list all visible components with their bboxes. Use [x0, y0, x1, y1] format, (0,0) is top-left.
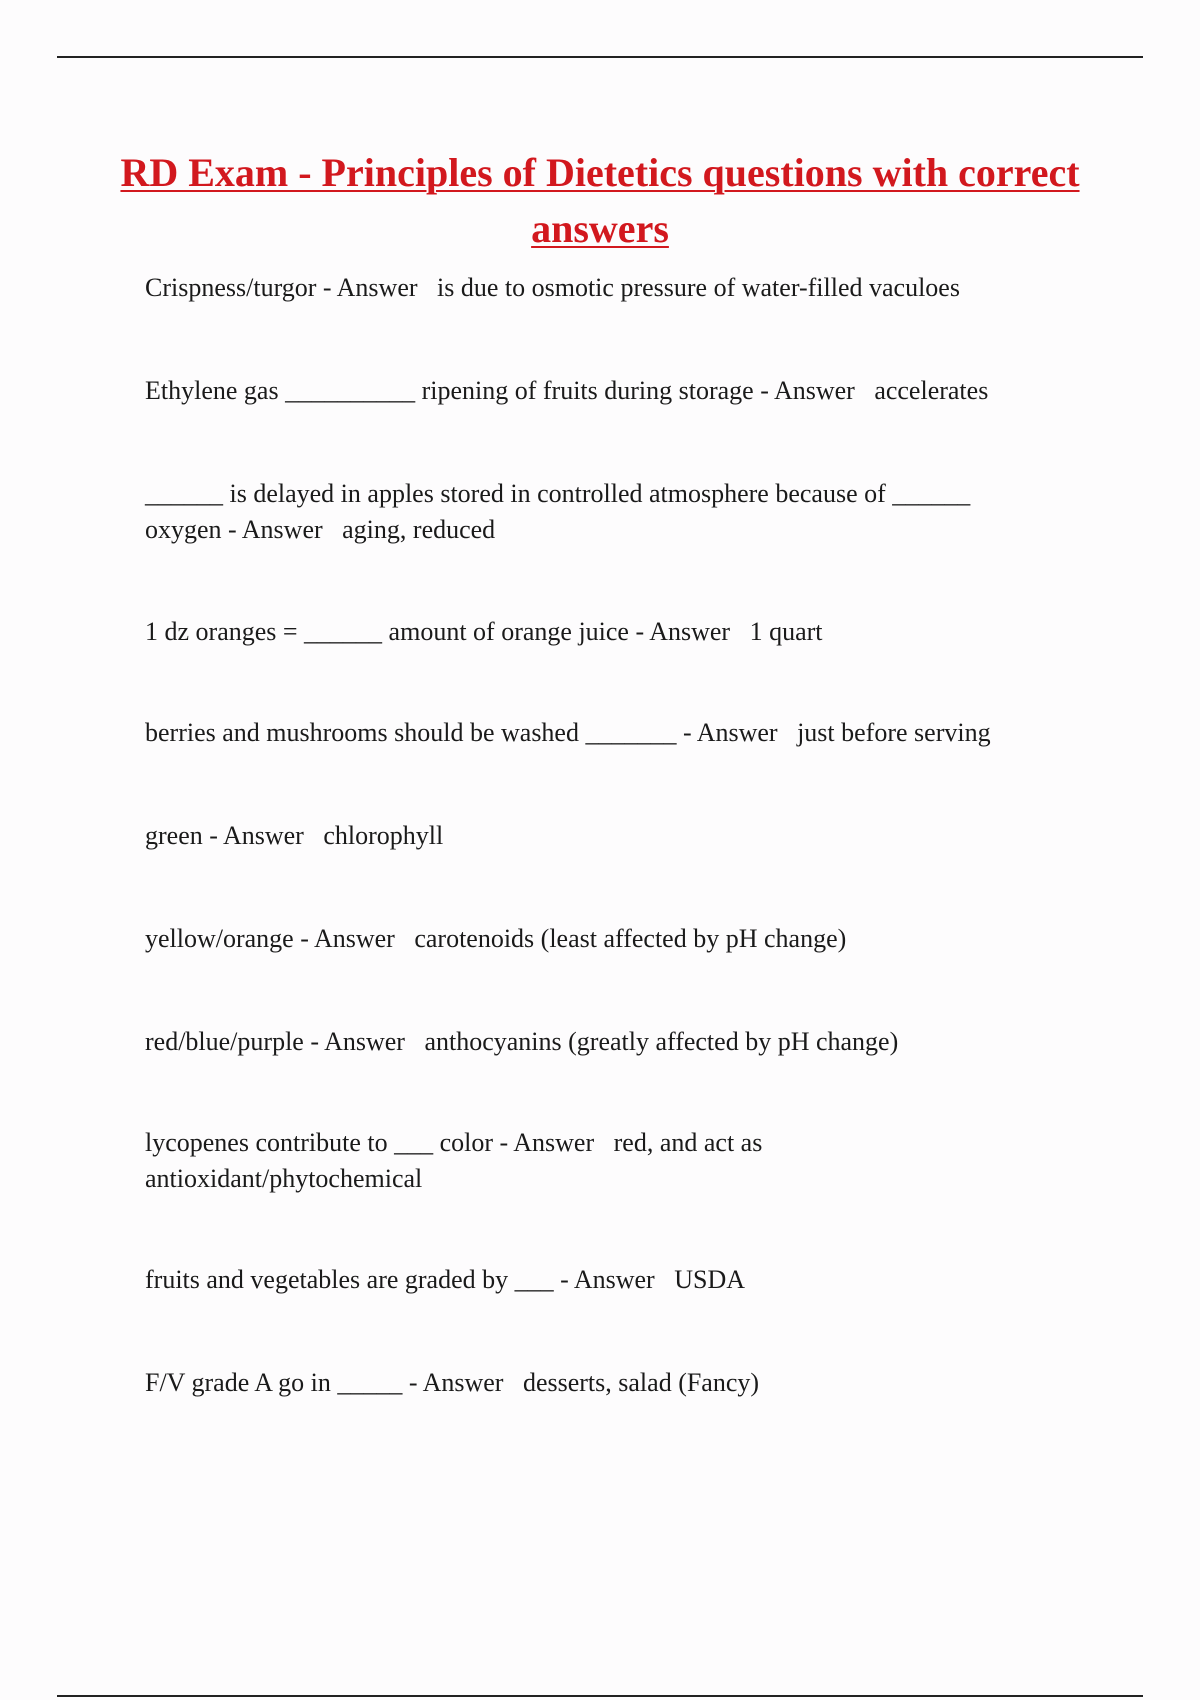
- qa-item-1: [145, 270, 1075, 306]
- question-text: lycopenes contribute to ___ color: [145, 1128, 494, 1157]
- header-rule: [57, 56, 1143, 58]
- document-title: RD Exam - Principles of Dietetics questions with correct answers: [120, 150, 1080, 251]
- qa-item-5: [145, 715, 1075, 751]
- answer-separator: - Answer: [293, 924, 415, 953]
- question-text: Ethylene gas __________ ripening of fruits during storage: [145, 376, 754, 405]
- qa-item-11: [145, 1365, 1075, 1401]
- answer-text: carotenoids (least affected by pH change): [414, 924, 847, 953]
- qa-item-8: [145, 1024, 1075, 1060]
- answer-text: is due to osmotic pressure of water-filled vaculoes: [437, 273, 960, 302]
- answer-text: 1 quart: [749, 617, 823, 646]
- qa-item-2: [145, 373, 1075, 409]
- question-text: yellow/orange: [145, 924, 294, 953]
- answer-separator: - Answer: [303, 1027, 425, 1056]
- qa-item-10: [145, 1262, 1075, 1298]
- question-text: fruits and vegetables are graded by ___: [145, 1265, 554, 1294]
- answer-text: just before serving: [797, 718, 991, 747]
- answer-text: red, and act as antioxidant/phytochemical: [145, 1128, 769, 1193]
- question-text: F/V grade A go in _____: [145, 1368, 403, 1397]
- answer-text: chlorophyll: [323, 821, 444, 850]
- question-text: Crispness/turgor: [145, 273, 317, 302]
- answer-separator: - Answer: [753, 376, 875, 405]
- answer-separator: - Answer: [221, 515, 343, 544]
- answer-separator: - Answer: [628, 617, 750, 646]
- answer-separator: - Answer: [402, 1368, 523, 1397]
- question-text: berries and mushrooms should be washed _______: [145, 718, 677, 747]
- answer-separator: - Answer: [202, 821, 324, 850]
- answer-text: anthocyanins (greatly affected by pH change): [424, 1027, 899, 1056]
- qa-item-9: [145, 1125, 845, 1197]
- question-text: red/blue/purple: [145, 1027, 304, 1056]
- qa-item-3: [145, 476, 1025, 548]
- question-text: ______ is delayed in apples stored in controlled atmosphere because of ______ oxygen: [145, 479, 977, 544]
- answer-text: aging, reduced: [342, 515, 496, 544]
- answer-text: desserts, salad (Fancy): [522, 1368, 760, 1397]
- answer-text: USDA: [674, 1265, 746, 1294]
- answer-separator: - Answer: [493, 1128, 614, 1157]
- answer-separator: - Answer: [316, 273, 438, 302]
- answer-separator: - Answer: [553, 1265, 675, 1294]
- qa-item-6: [145, 818, 1075, 854]
- question-text: 1 dz oranges = ______ amount of orange juice: [145, 617, 629, 646]
- answer-text: accelerates: [874, 376, 989, 405]
- footer-rule: [57, 1695, 1143, 1697]
- answer-separator: - Answer: [676, 718, 798, 747]
- qa-item-4: [145, 614, 1075, 650]
- question-text: green: [145, 821, 203, 850]
- qa-item-7: [145, 921, 1075, 957]
